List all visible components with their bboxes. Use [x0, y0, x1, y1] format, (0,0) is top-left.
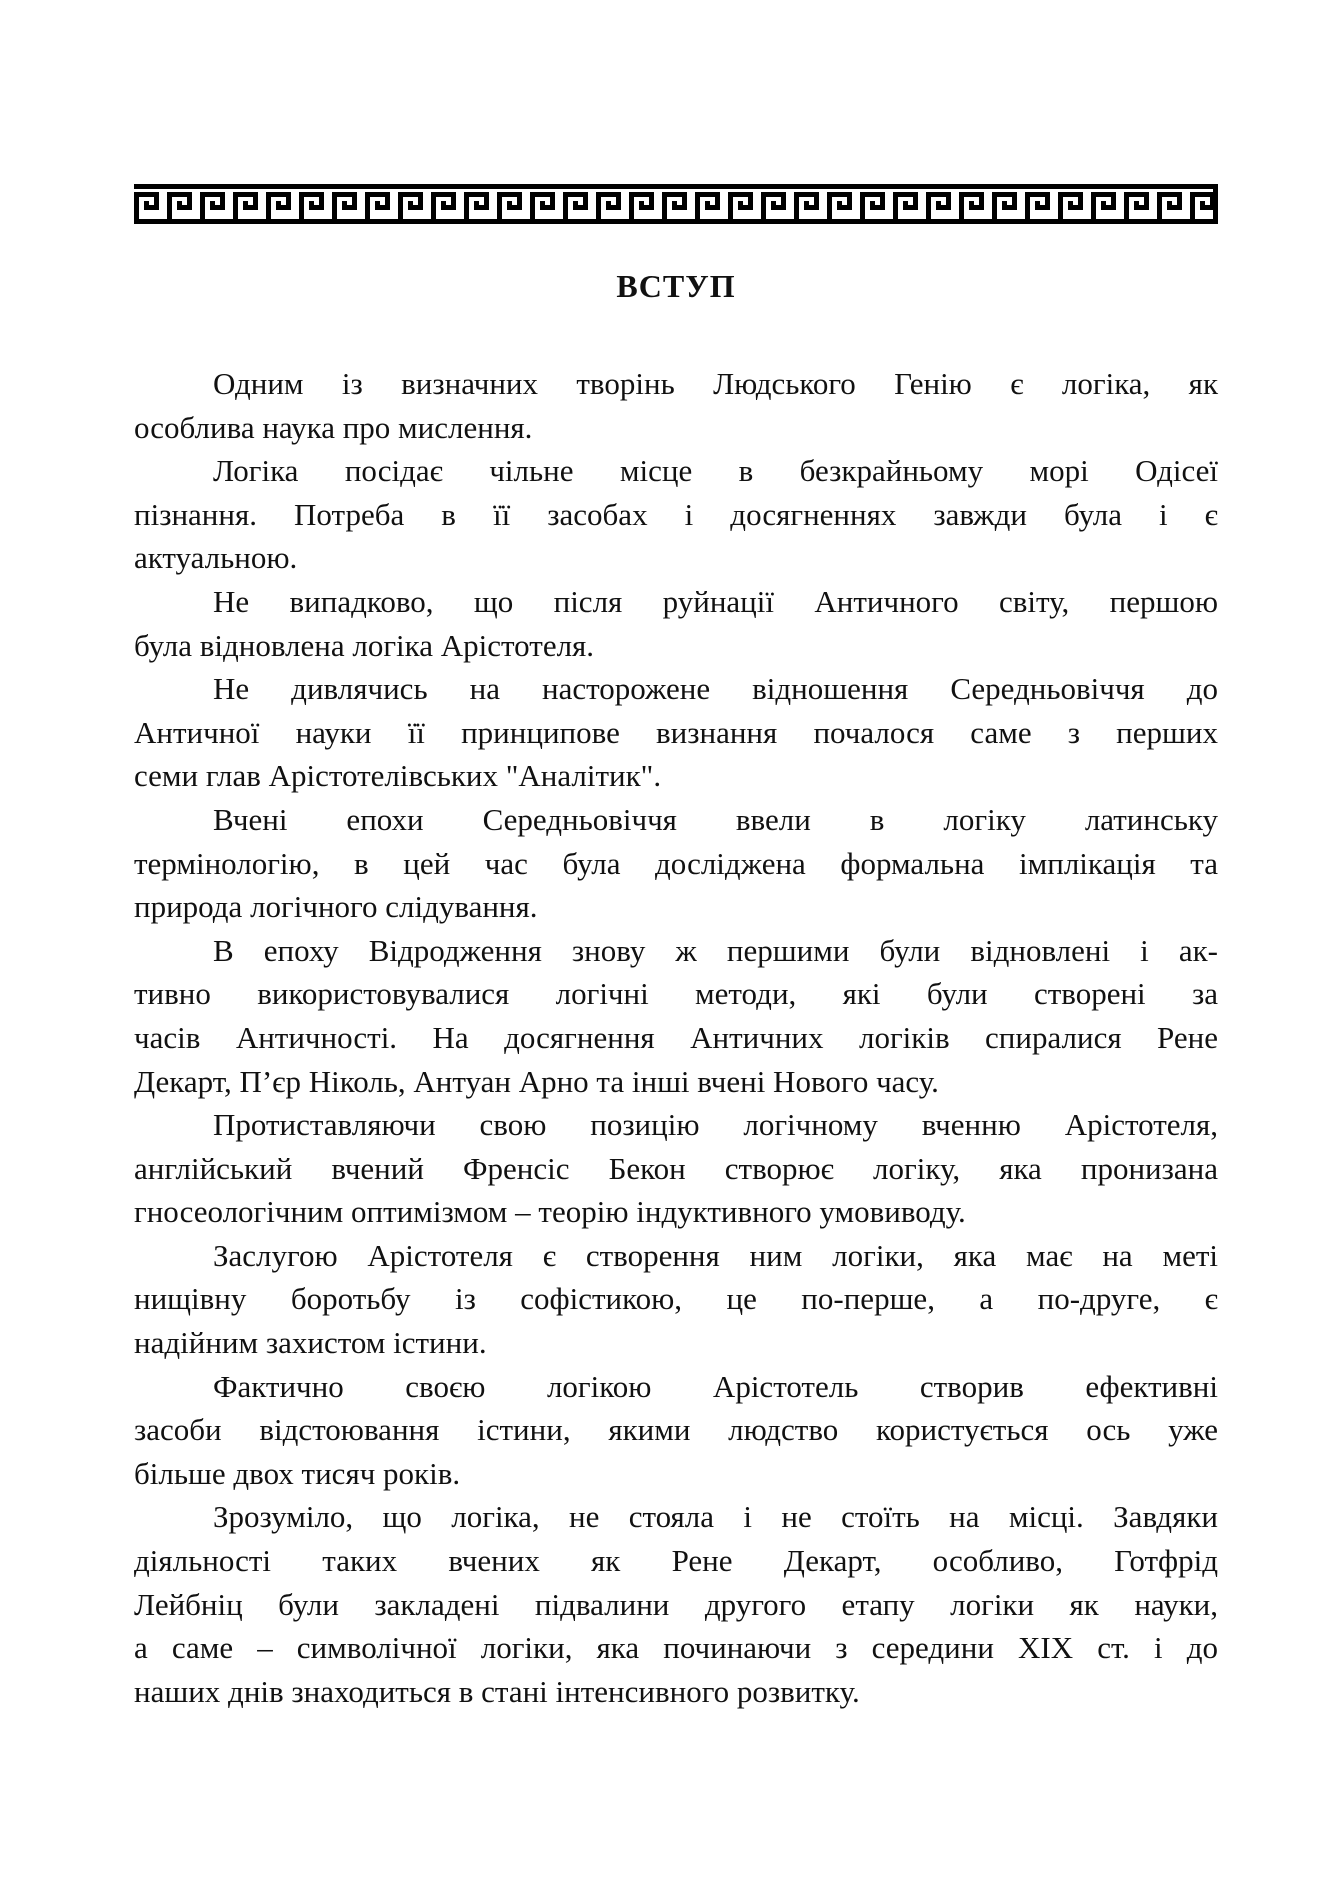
text-line: Античної науки її принципове визнання почалося саме з перших: [134, 714, 1218, 750]
text-line: актуальною.: [134, 540, 298, 576]
text-line: природа логічного слідування.: [134, 889, 538, 925]
text-line: більше двох тисяч років.: [134, 1455, 461, 1491]
text-line: пізнання. Потреба в її засобах і досягненнях завжди була і є: [134, 496, 1218, 532]
text-line: часів Античності. На досягнення Античних логіків спиралися Рене: [134, 1019, 1218, 1055]
text-line: особлива наука про мислення.: [134, 409, 533, 445]
paragraph: [134, 362, 1218, 449]
text-line: засоби відстоювання істини, якими людство користується ось уже: [134, 1412, 1218, 1448]
text-line: нищівну боротьбу із софістикою, це по-перше, а по-друге, є: [134, 1281, 1218, 1317]
page-title: ВСТУП: [616, 268, 736, 304]
paragraph: [134, 1234, 1218, 1365]
paragraph: [134, 667, 1218, 798]
document-body: [134, 362, 1218, 1713]
text-line: наших днів знаходиться в стані інтенсивного розвитку.: [134, 1673, 860, 1709]
paragraph: [134, 929, 1218, 1103]
text-line: тивно використовувалися логічні методи, які були створені за: [134, 976, 1218, 1012]
text-line: Заслугою Арістотеля є створення ним логіки, яка має на меті: [213, 1237, 1218, 1273]
text-line: Зрозуміло, що логіка, не стояла і не стоїть на місці. Завдяки: [213, 1499, 1218, 1535]
text-line: була відновлена логіка Арістотеля.: [134, 627, 595, 663]
text-line: Вчені епохи Середньовіччя ввели в логіку латинську: [213, 801, 1218, 837]
paragraph: [134, 449, 1218, 580]
paragraph: [134, 1495, 1218, 1713]
paragraph: [134, 580, 1218, 667]
paragraph: [134, 1103, 1218, 1234]
text-line: а саме – символічної логіки, яка починаючи з середини XIX ст. і до: [134, 1630, 1218, 1666]
text-line: термінологію, в цей час була досліджена формальна імплікація та: [134, 845, 1218, 881]
greek-key-border-ornament: [134, 184, 1218, 224]
text-line: Логіка посідає чільне місце в безкрайньому морі Одісеї: [213, 453, 1218, 489]
text-line: Не дивлячись на насторожене відношення Середньовіччя до: [213, 671, 1218, 707]
paragraph: [134, 1365, 1218, 1496]
paragraph: [134, 798, 1218, 929]
text-line: гносеологічним оптимізмом – теорію індуктивного умовиводу.: [134, 1194, 966, 1230]
text-line: надійним захистом істини.: [134, 1325, 487, 1361]
text-line: Декарт, П’єр Ніколь, Антуан Арно та інші вчені Нового часу.: [134, 1063, 939, 1099]
text-line: Не випадково, що після руйнації Античного світу, першою: [213, 583, 1218, 619]
text-line: Лейбніц були закладені підвалини другого етапу логіки як науки,: [134, 1586, 1218, 1622]
text-line: Протиставляючи свою позицію логічному вченню Арістотеля,: [213, 1107, 1218, 1143]
text-line: діяльності таких вчених як Рене Декарт, особливо, Готфрід: [134, 1543, 1218, 1579]
text-line: семи глав Арістотелівських "Аналітик".: [134, 758, 662, 794]
text-line: Фактично своєю логікою Арістотель створив ефективні: [213, 1368, 1218, 1404]
text-line: Одним із визначних творінь Людського Генію є логіка, як: [213, 366, 1218, 401]
text-line: англійський вчений Френсіс Бекон створює логіку, яка пронизана: [134, 1150, 1218, 1186]
text-line: В епоху Відродження знову ж першими були відновлені і ак-: [213, 932, 1218, 968]
